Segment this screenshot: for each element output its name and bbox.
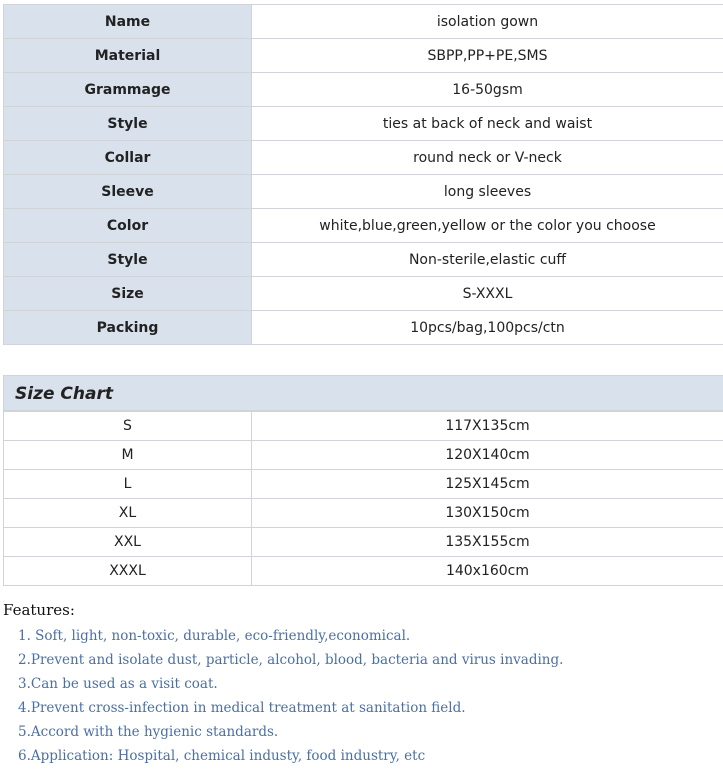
feature-item: 1. Soft, light, non-toxic, durable, eco-friendly,economical. [18, 628, 411, 644]
spec-label: Material [4, 39, 252, 73]
spec-row [4, 107, 723, 141]
size-row [4, 528, 723, 557]
spec-value: Non-sterile,elastic cuff [252, 243, 723, 277]
spec-row [4, 39, 723, 73]
size-row [4, 499, 723, 528]
spec-row [4, 175, 723, 209]
spec-value: white,blue,green,yellow or the color you choose [252, 209, 723, 243]
size-dimensions: 117X135cm [252, 412, 723, 441]
feature-item: 5.Accord with the hygienic standards. [18, 724, 279, 740]
size-label: S [4, 412, 252, 441]
size-dimensions: 125X145cm [252, 470, 723, 499]
spec-value: 10pcs/bag,100pcs/ctn [252, 311, 723, 345]
spec-row [4, 209, 723, 243]
size-dimensions: 120X140cm [252, 441, 723, 470]
feature-item: 3.Can be used as a visit coat. [18, 676, 218, 692]
spec-label: Packing [4, 311, 252, 345]
size-chart-title: Size Chart [15, 384, 113, 404]
spec-value: 16-50gsm [252, 73, 723, 107]
spec-row [4, 5, 723, 39]
size-row [4, 557, 723, 586]
spec-value: long sleeves [252, 175, 723, 209]
size-label: XL [4, 499, 252, 528]
spec-row [4, 141, 723, 175]
spec-value: round neck or V-neck [252, 141, 723, 175]
spec-row [4, 243, 723, 277]
spec-label: Style [4, 107, 252, 141]
spec-value: S-XXXL [252, 277, 723, 311]
spec-label: Color [4, 209, 252, 243]
size-row [4, 412, 723, 441]
size-dimensions: 135X155cm [252, 528, 723, 557]
spec-value: SBPP,PP+PE,SMS [252, 39, 723, 73]
spec-label: Grammage [4, 73, 252, 107]
features-title: Features: [3, 601, 75, 619]
size-chart-header [3, 375, 723, 411]
size-chart-table [3, 411, 723, 586]
feature-item: 6.Application: Hospital, chemical industy, food industry, etc [18, 748, 426, 764]
size-label: M [4, 441, 252, 470]
size-dimensions: 130X150cm [252, 499, 723, 528]
spec-label: Size [4, 277, 252, 311]
size-label: L [4, 470, 252, 499]
feature-item: 2.Prevent and isolate dust, particle, alcohol, blood, bacteria and virus invading. [18, 652, 564, 668]
spec-table [3, 4, 723, 345]
spec-label: Name [4, 5, 252, 39]
size-label: XXL [4, 528, 252, 557]
spec-value: ties at back of neck and waist [252, 107, 723, 141]
spec-row [4, 277, 723, 311]
spec-label: Style [4, 243, 252, 277]
spec-label: Collar [4, 141, 252, 175]
size-dimensions: 140x160cm [252, 557, 723, 586]
feature-item: 4.Prevent cross-infection in medical treatment at sanitation field. [18, 700, 466, 716]
spec-label: Sleeve [4, 175, 252, 209]
size-row [4, 441, 723, 470]
spec-row [4, 73, 723, 107]
size-row [4, 470, 723, 499]
size-label: XXXL [4, 557, 252, 586]
features-list [18, 626, 563, 770]
spec-row [4, 311, 723, 345]
spec-value: isolation gown [252, 5, 723, 39]
